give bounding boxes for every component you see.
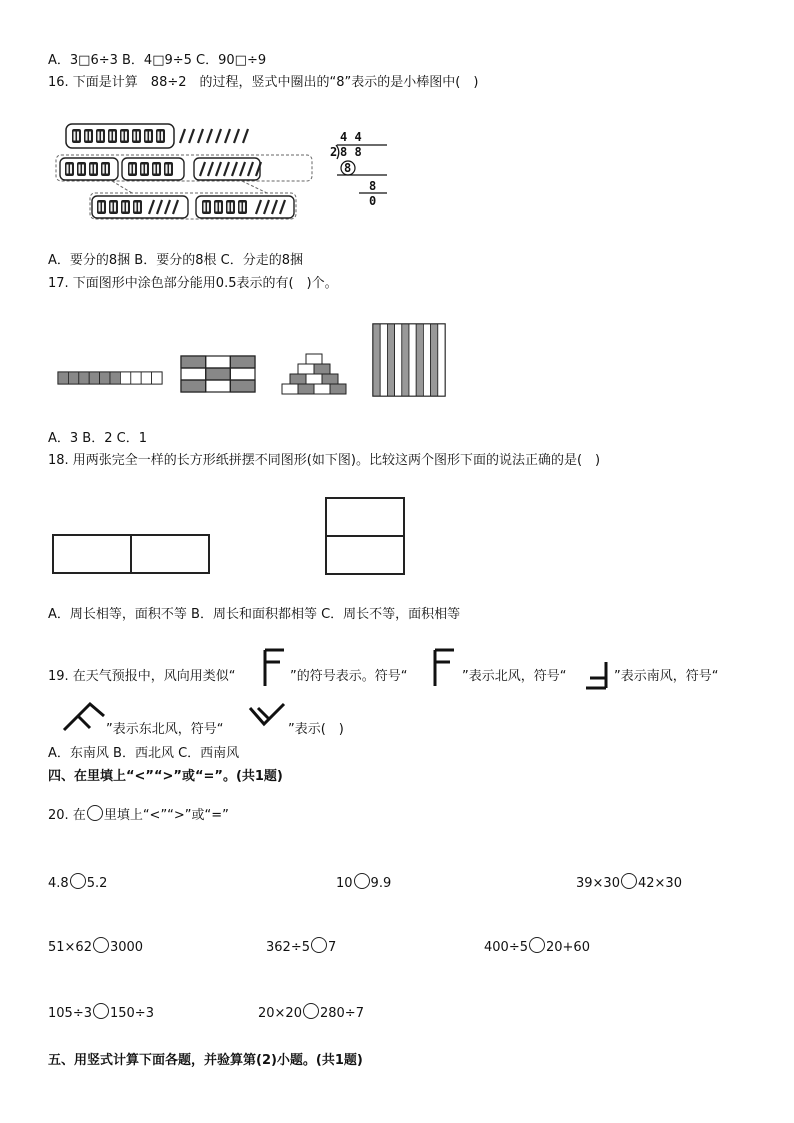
section4-heading: 四、在里填上“<”“>”或“=”。(共1题)	[48, 769, 283, 784]
answer-circle-8[interactable]	[303, 1003, 319, 1019]
q18-options: A．周长相等，面积不等 B．周长和面积都相等 C．周长不等，面积相等	[48, 607, 461, 622]
answer-circle-4[interactable]	[93, 937, 109, 953]
answer-circle-5[interactable]	[311, 937, 327, 953]
remainder: 0	[369, 194, 377, 208]
q16-stick-bundle-figure	[52, 115, 412, 221]
q19-text-e: ”表示东北风，符号“	[106, 722, 224, 737]
answer-circle-6[interactable]	[529, 937, 545, 953]
q18-stem: 18. 用两张完全一样的长方形纸拼摆不同图形(如下图)。比较这两个图形下面的说法正确的是( )	[48, 453, 601, 468]
q16-options: A．要分的8捆 B．要分的8根 C．分走的8捆	[48, 253, 303, 268]
q16-stem: 16. 下面是计算 88÷2 的过程，竖式中圈出的“8”表示的是小棒图中( )	[48, 75, 479, 90]
circled-digit: 8	[344, 161, 352, 175]
stacked-rect-bottom	[325, 535, 405, 575]
compare-item-5: 362÷5 7	[266, 937, 336, 956]
compare-item-2: 10 9.9	[336, 873, 391, 892]
striped-square-shape	[373, 324, 445, 396]
q15-options: A．3□6÷3 B．4□9÷5 C．90□÷9	[48, 53, 267, 68]
wind-symbol-icon	[262, 648, 290, 688]
answer-circle-example	[87, 805, 103, 821]
stacked-rect-top	[325, 497, 405, 537]
answer-circle-2[interactable]	[354, 873, 370, 889]
compare-item-8: 20×20 280÷7	[258, 1003, 364, 1022]
section5-heading: 五、用竖式计算下面各题，并验算第(2)小题。(共1题)	[48, 1053, 363, 1068]
north-wind-symbol-icon	[432, 648, 460, 688]
q19-text-d: ”表示南风，符号“	[614, 669, 719, 684]
step2-digit: 8	[369, 179, 377, 193]
horizontal-rect-left	[52, 534, 132, 574]
south-wind-symbol-icon	[582, 660, 610, 690]
q17-stem: 17. 下面图形中涂色部分能用0.5表示的有( )个。	[48, 276, 338, 291]
brick-rectangle-shape	[181, 356, 255, 392]
q17-shapes-figure	[54, 322, 454, 402]
compare-item-1: 4.8 5.2	[48, 873, 107, 892]
q20-stem: 20. 在 里填上“<”“>”或“=”	[48, 805, 229, 824]
strip-shape	[58, 372, 162, 384]
mystery-wind-symbol-icon	[246, 700, 288, 730]
quotient: 4 4	[340, 130, 362, 144]
answer-circle-7[interactable]	[93, 1003, 109, 1019]
answer-circle-1[interactable]	[70, 873, 86, 889]
divisor: 2	[330, 145, 338, 159]
compare-item-4: 51×62 3000	[48, 937, 143, 956]
q17-options: A．3 B．2 C．1	[48, 431, 147, 446]
compare-item-6: 400÷5 20+60	[484, 937, 590, 956]
q19-text-a: 19. 在天气预报中，风向用类似“	[48, 669, 236, 684]
compare-item-7: 105÷3 150÷3	[48, 1003, 154, 1022]
q19-text-f: ”表示( )	[288, 722, 344, 737]
dividend: 8 8	[340, 145, 362, 159]
pyramid-shape	[282, 354, 346, 394]
answer-circle-3[interactable]	[621, 873, 637, 889]
q19-text-b: ”的符号表示。符号“	[290, 669, 408, 684]
q19-text-c: ”表示北风，符号“	[462, 669, 567, 684]
northeast-wind-symbol-icon	[60, 700, 108, 734]
compare-item-3: 39×30 42×30	[576, 873, 682, 892]
horizontal-rect-right	[130, 534, 210, 574]
q19-options: A．东南风 B．西北风 C．西南风	[48, 746, 240, 761]
